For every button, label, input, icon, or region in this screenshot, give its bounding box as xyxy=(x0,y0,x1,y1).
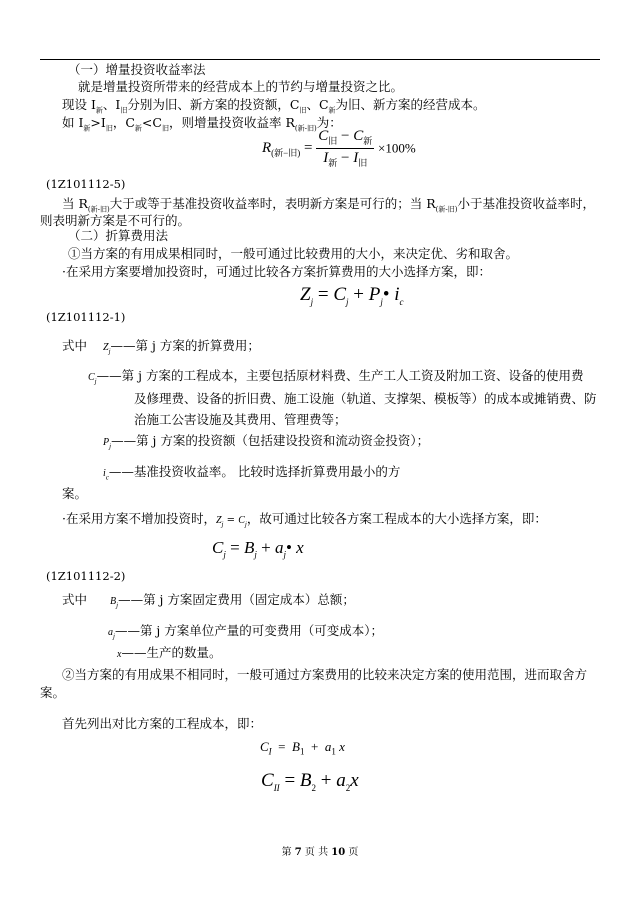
def-ic: $i_c——$基准投资收益率。 比较时选择折算费用最小的方 xyxy=(103,464,401,482)
condition-line: 如 $I_新>I_旧$，$C_新<C_旧$，则增量投资收益率 $R_{(新-旧)}$为： xyxy=(62,115,342,133)
formula-ref-5: (1Z101112-5) xyxy=(46,177,126,191)
page-total: 10 xyxy=(331,847,346,858)
formula-ref-2: (1Z101112-2) xyxy=(46,569,126,583)
conclusion-line1: 当 $R_{(新-旧)}$大于或等于基准投资收益率时，表明新方案是可行的；当 $R_{(新-旧)}$小于基准投资收益率时， xyxy=(62,196,595,214)
def-cj-line2: 及修理费、设备的折旧费、施工设施（轨道、支撑架、模板等）的成本或摊销费、防 xyxy=(134,391,597,406)
def-aj: $a_j——$第 j 方案单位产量的可变费用（可变成本）； xyxy=(108,623,384,641)
page-number: 7 xyxy=(294,847,302,858)
formula-ref-1: (1Z101112-1) xyxy=(46,310,126,324)
formula-engineering-cost: $C_j = B_j$ + $a_j•$ x xyxy=(212,538,304,560)
def-ic-tail: 案。 xyxy=(62,486,88,501)
def-x: x——生产的数量。 xyxy=(117,645,222,660)
def-cj-line1: $C_j——$第 j 方案的工程成本，主要包括原材料费、生产工人工资及附加工资、设备的使用费 xyxy=(88,368,584,386)
bullet-no-increase-investment: ·在采用方案不增加投资时，$Z_j = C_j$，故可通过比较各方案工程成本的大小选择方案，即： xyxy=(62,511,547,529)
formula-converted-cost: $Z_j = C_j$ + $P_j•$ $i_c$ xyxy=(300,284,404,307)
def-pj: $P_j——$第 j 方案的投资额（包括建设投资和流动资金投资）； xyxy=(103,433,430,451)
conclusion-line2: 则表明新方案是不可行的。 xyxy=(40,213,191,228)
def-bj: $B_j——$第 j 方案固定费用（固定成本）总额； xyxy=(110,592,355,610)
definition-text: 就是增量投资所带来的经营成本上的节约与增量投资之比。 xyxy=(78,79,404,94)
formula-cost-option-2: $C_{II} = B_2 + a_2x$ xyxy=(261,770,359,793)
def-zj: $Z_j——$第 j 方案的折算费用； xyxy=(103,338,260,356)
section-heading-converted-cost: （二）折算费用法 xyxy=(68,228,169,243)
paragraph-list-costs: 首先列出对比方案的工程成本，即： xyxy=(62,716,263,731)
section-heading-incremental: （一）增量投资收益率法 xyxy=(68,62,206,77)
converted-cost-intro: ①当方案的有用成果相同时，一般可通过比较费用的大小，来决定优、劣和取舍。 xyxy=(68,246,519,261)
assumption-line: 现设 $I_新$、$I_旧$分别为旧、新方案的投资额，$C_旧$、$C_新$为旧、新方案的经营成本。 xyxy=(62,97,486,115)
page-footer: 第 7 页 共 10 页 xyxy=(281,847,359,858)
bullet-increase-investment: ·在采用方案要增加投资时，可通过比较各方案折算费用的大小选择方案，即： xyxy=(62,264,491,279)
formula-cost-option-1: $C_I = B_1 + a_1$ x xyxy=(260,739,345,757)
paragraph-different-output-line1: ②当方案的有用成果不相同时，一般可通过方案费用的比较来决定方案的使用范围，进而取舍方 xyxy=(62,667,588,682)
def-cj-line3: 治施工公害设施及其费用、管理费等； xyxy=(134,412,347,427)
where-label-1: 式中 xyxy=(62,338,88,353)
paragraph-different-output-line2: 案。 xyxy=(40,685,66,700)
formula-incremental-return: $R_{(新-旧)}$ = $\frac{C_旧 - C_新}{I_新 - I_旧}$ ×100% xyxy=(262,128,416,168)
where-label-2: 式中 xyxy=(62,592,88,607)
